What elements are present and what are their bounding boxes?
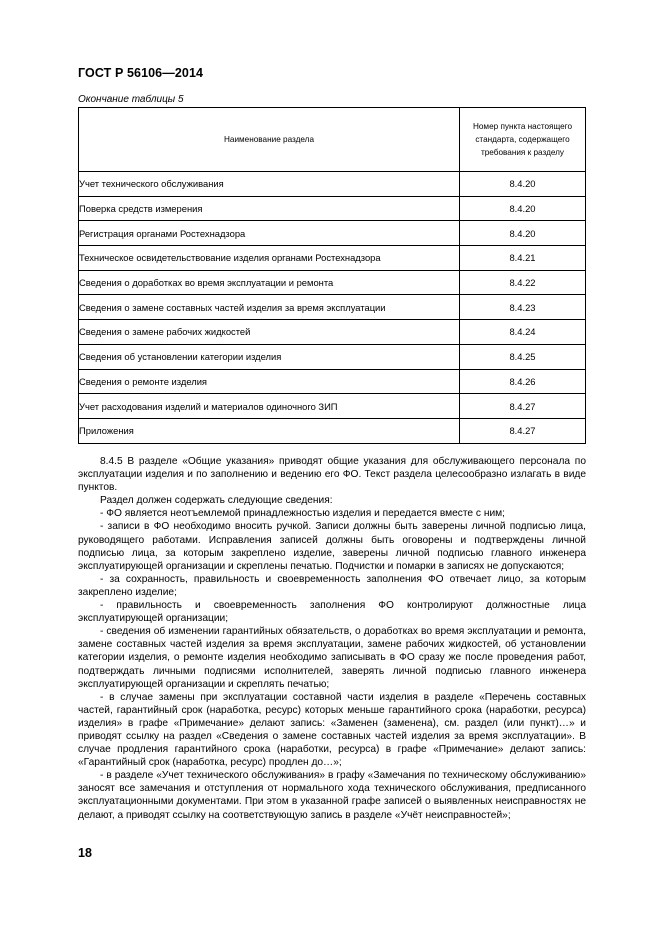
clause-number-cell: 8.4.20 [460, 172, 586, 197]
clause-number-cell: 8.4.25 [460, 344, 586, 369]
page-number: 18 [78, 846, 92, 860]
clause-number-cell: 8.4.27 [460, 418, 586, 443]
section-name-cell: Сведения об установлении категории изделия [79, 344, 460, 369]
section-name-cell: Регистрация органами Ростехнадзора [79, 221, 460, 246]
paragraph: - за сохранность, правильность и своевременность заполнения ФО отвечает лицо, за которым закреплено изделие; [78, 573, 586, 598]
table-row [79, 221, 586, 246]
table-row [79, 369, 586, 394]
table-row [79, 196, 586, 221]
section-name-cell: Учет технического обслуживания [79, 172, 460, 197]
paragraph: - сведения об изменении гарантийных обязательств, о доработках во время эксплуатации и ремонта, замене составных частей изделия за время эксплуатации, замене рабочих жидкостей, об установлении категории изделия, о ремонте изделия необходимо записывать в ФО сразу же после проведения работ, подтверждать личными подписями исполнителей, заверять личной подписью главного инженера эксплуатирующей организации и скреплять печатью; [78, 626, 586, 690]
clause-number-cell: 8.4.23 [460, 295, 586, 320]
table-row [79, 320, 586, 345]
column-header-clause-number: Номер пункта настоящего стандарта, содержащего требования к разделу [460, 108, 586, 172]
paragraph: - в случае замены при эксплуатации составной части изделия в разделе «Перечень составных частей, гарантийный срок (наработка, ресурс) которых меньше гарантийного срока (наработки, ресурса) изделия» в графе «Примечание» делают запись: «Заменен (заменена), см. раздел (или пункт)…» и приводят ссылку на раздел «Сведения о замене составных частей изделия за время эксплуатации». В случае продления гарантийного срока (наработки, ресурса) в графе «Примечание» делают запись: «Гарантийный срок (наработка, ресурс) продлен до…»; [78, 691, 586, 769]
table-row [79, 270, 586, 295]
document-header: ГОСТ Р 56106—2014 [78, 66, 204, 80]
table-row [79, 246, 586, 271]
paragraph: - правильность и своевременность заполнения ФО контролируют должностные лица эксплуатирующей организации; [78, 600, 586, 625]
table-row [79, 394, 586, 419]
paragraph: Раздел должен содержать следующие сведения: [100, 495, 333, 507]
section-name-cell: Учет расходования изделий и материалов одиночного ЗИП [79, 394, 460, 419]
clause-number-cell: 8.4.20 [460, 221, 586, 246]
body-text [78, 455, 586, 822]
paragraph: 8.4.5 В разделе «Общие указания» приводят общие указания для обслуживающего персонала по эксплуатации изделия и по заполнению и ведению его ФО. Текст раздела целесообразно излагать в виде пунктов. [78, 456, 586, 494]
clause-number-cell: 8.4.20 [460, 196, 586, 221]
paragraph: - ФО является неотъемлемой принадлежностью изделия и передается вместе с ним; [100, 508, 505, 520]
table-row [79, 172, 586, 197]
table-row [79, 344, 586, 369]
section-name-cell: Сведения о замене рабочих жидкостей [79, 320, 460, 345]
section-name-cell: Техническое освидетельствование изделия органами Ростехнадзора [79, 246, 460, 271]
clause-number-cell: 8.4.27 [460, 394, 586, 419]
table-row [79, 295, 586, 320]
table-row [79, 418, 586, 443]
clause-number-cell: 8.4.22 [460, 270, 586, 295]
section-name-cell: Приложения [79, 418, 460, 443]
paragraph: - записи в ФО необходимо вносить ручкой. Записи должны быть заверены личной подписью лица, руководящего работами. Исправления записей должны быть оговорены и подтверждены личной подписью лица, за которым закреплено изделие, заверены личной подписью главного инженера эксплуатирующей организации и скреплены печатью. Подчистки и помарки в записях не допускаются; [78, 521, 586, 572]
section-name-cell: Поверка средств измерения [79, 196, 460, 221]
clause-number-cell: 8.4.24 [460, 320, 586, 345]
section-name-cell: Сведения о замене составных частей изделия за время эксплуатации [79, 295, 460, 320]
section-name-cell: Сведения о доработках во время эксплуатации и ремонта [79, 270, 460, 295]
table-caption: Окончание таблицы 5 [78, 94, 184, 105]
clause-number-cell: 8.4.26 [460, 369, 586, 394]
section-name-cell: Сведения о ремонте изделия [79, 369, 460, 394]
clause-number-cell: 8.4.21 [460, 246, 586, 271]
column-header-section-name: Наименование раздела [79, 108, 460, 172]
table-header-row [79, 108, 586, 172]
sections-table [78, 107, 586, 444]
paragraph: - в разделе «Учет технического обслуживания» в графу «Замечания по техническому обслуживанию» заносят все замечания и отступления от нормального хода технического обслуживания, предписанного эксплуатационными документами. При этом в указанной графе записей о выявленных неисправностях не делают, а приводят ссылку на соответствующую запись в разделе «Учёт неисправностей»; [78, 770, 586, 821]
